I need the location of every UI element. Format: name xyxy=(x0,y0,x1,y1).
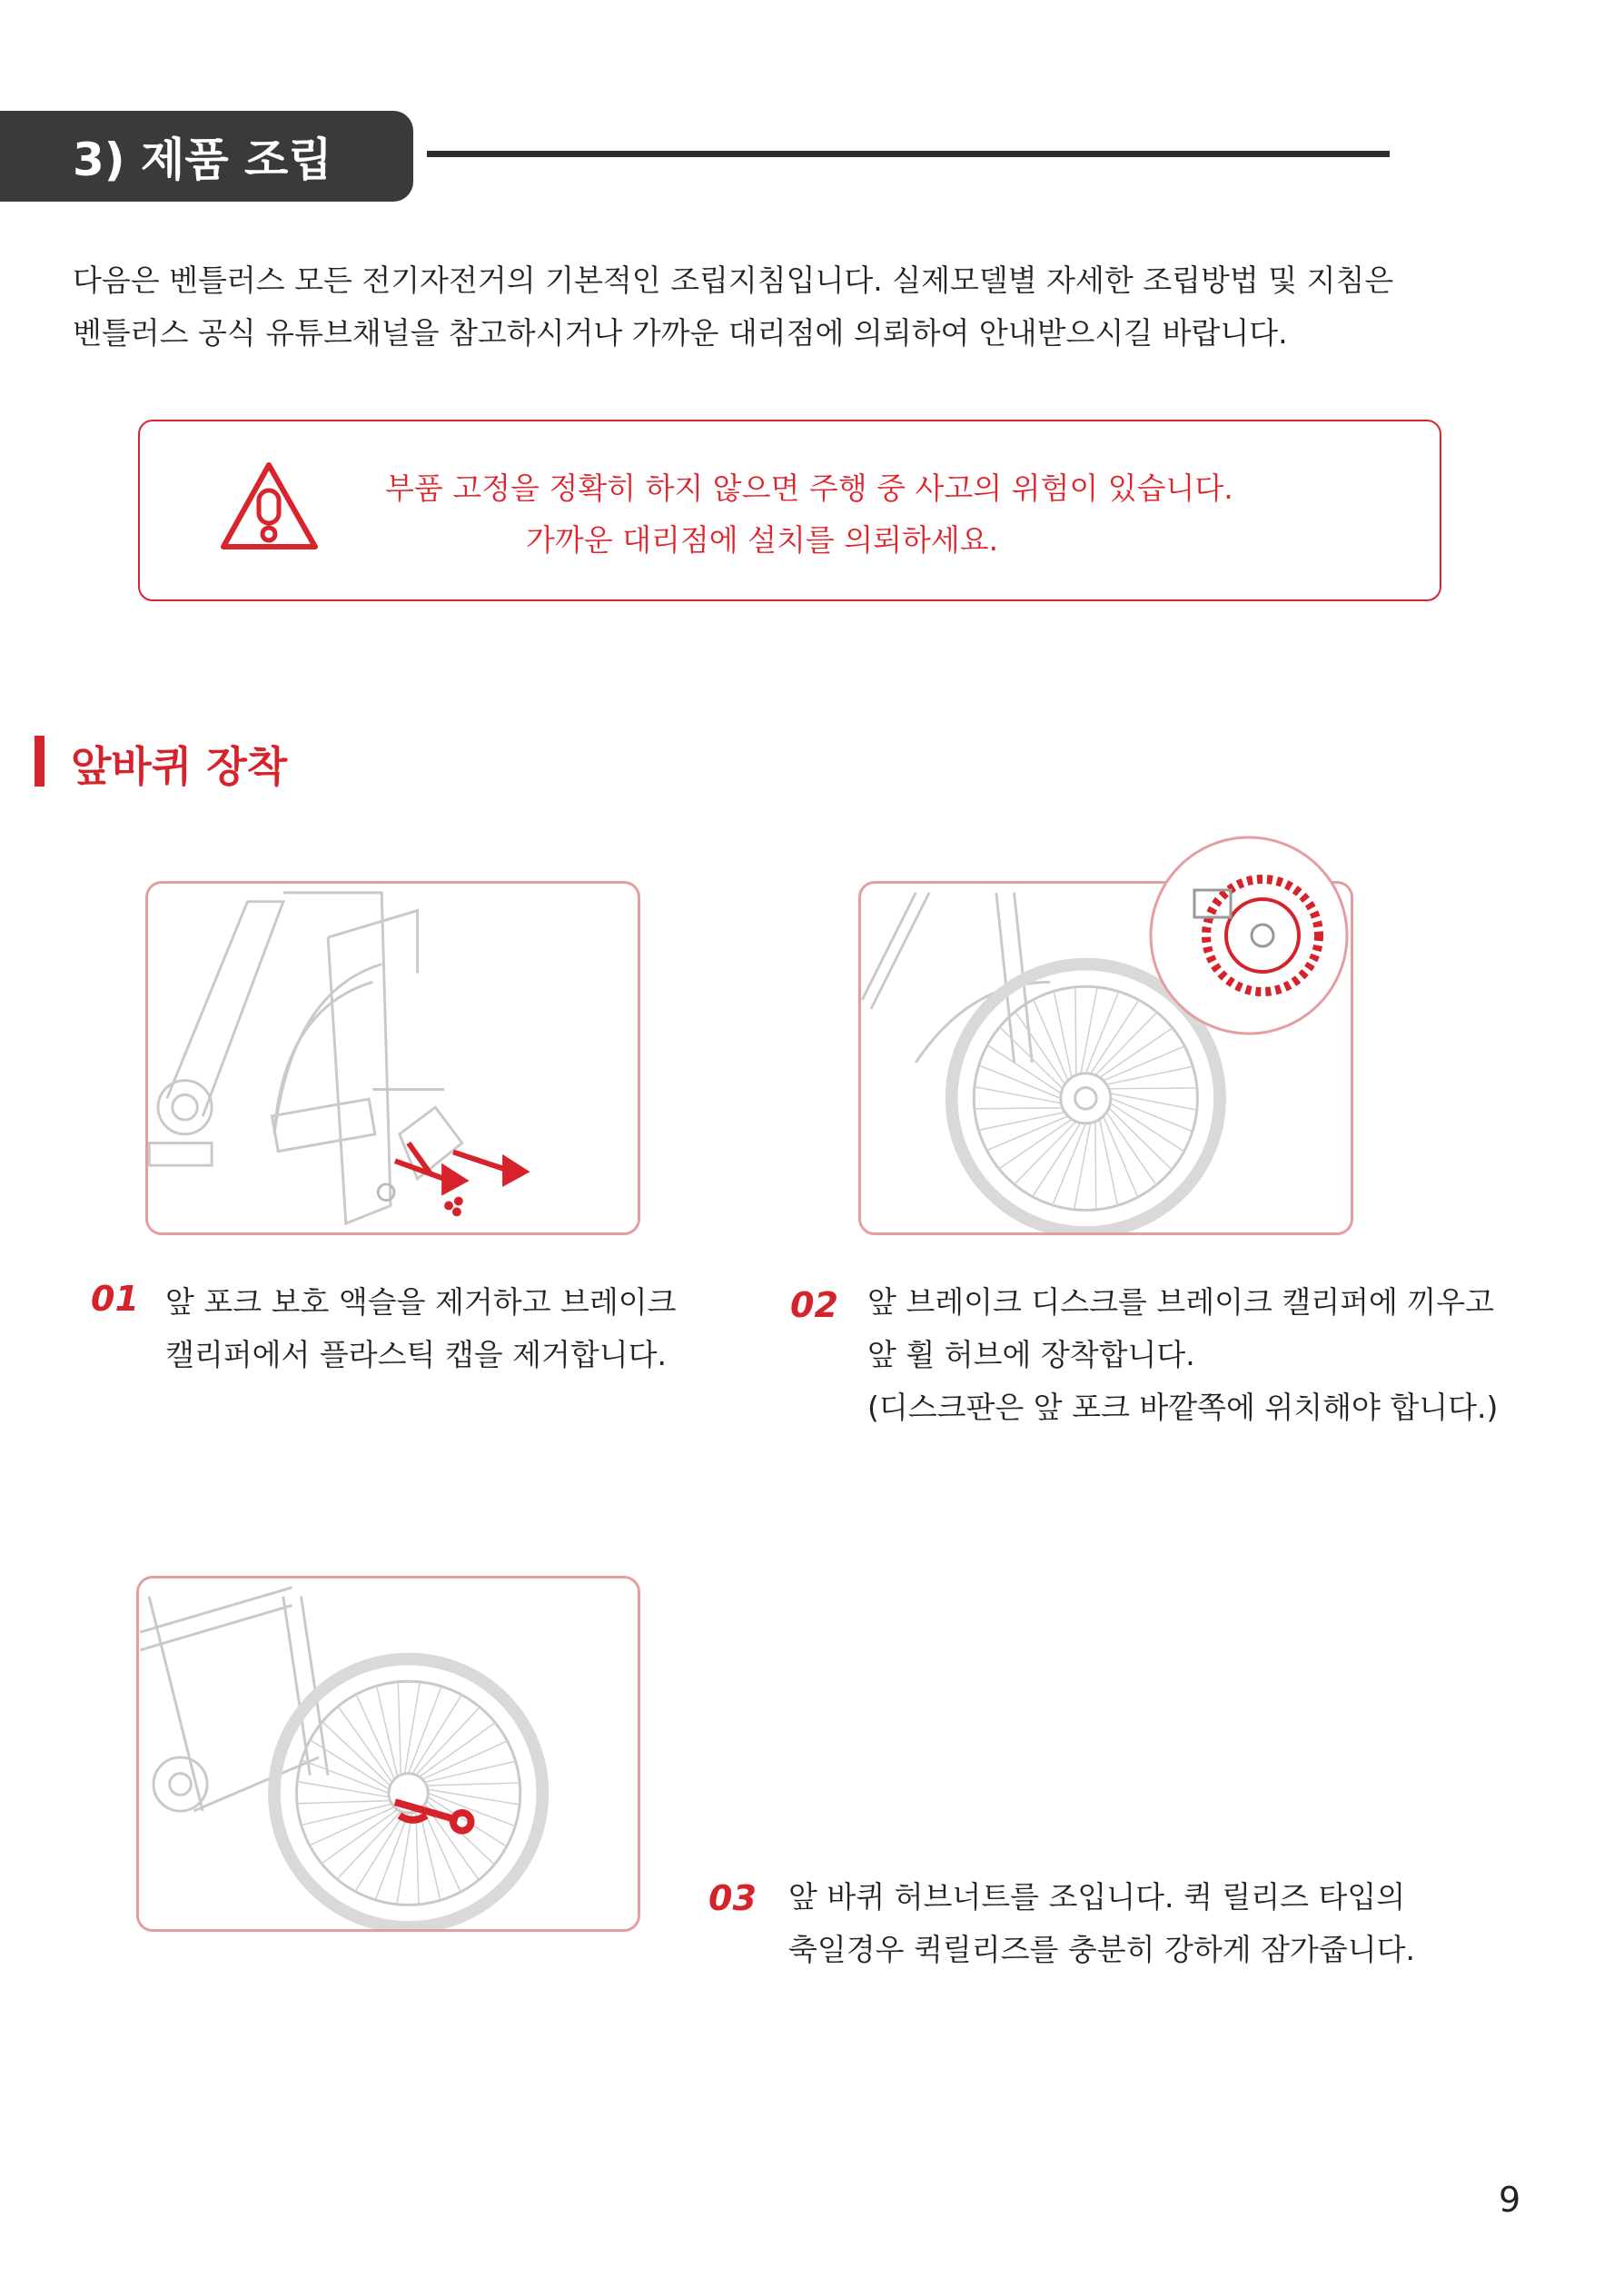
wheel-spoke xyxy=(397,1813,412,1905)
wheel-spoke xyxy=(1100,1119,1118,1205)
wheel-spoke xyxy=(979,1065,1061,1098)
wheel-spoke xyxy=(404,1682,420,1774)
intro-line-2: 벤틀러스 공식 유튜브채널을 참고하시거나 가까운 대리점에 의뢰하여 안내받으시길 바랍니다. xyxy=(73,315,1288,351)
wheel-spoke xyxy=(1015,1122,1076,1184)
step-3-line-1: 앞 바퀴 허브너트를 조입니다. 퀵 릴리즈 타입의 xyxy=(788,1879,1406,1915)
wheel-spoke xyxy=(1104,1046,1184,1081)
wheel-spoke xyxy=(1034,999,1068,1080)
step-2-line-1: 앞 브레이크 디스크를 브레이크 캘리퍼에 끼우고 xyxy=(867,1284,1495,1320)
warning-text-1: 부품 고정을 정확히 하지 않으면 주행 중 사고의 위험이 있습니다. xyxy=(385,470,1233,506)
step-number-1: 01 xyxy=(91,1279,139,1319)
wheel-spoke xyxy=(1111,1098,1193,1131)
intro-line-1: 다음은 벤틀러스 모든 전기자전거의 기본적인 조립지침입니다. 실제모델별 자세한 조립방법 및 지침은 xyxy=(73,262,1394,298)
page-number: 9 xyxy=(1499,2180,1521,2220)
section-divider xyxy=(427,151,1390,157)
warning-box xyxy=(138,420,1441,601)
wheel-spoke xyxy=(975,1108,1063,1109)
wheel-spoke xyxy=(1110,1094,1196,1110)
wheel-spoke xyxy=(1053,1123,1085,1205)
subsection-marker xyxy=(35,736,45,787)
step-text-3 xyxy=(788,1871,1415,1976)
subsection-title: 앞바퀴 장착 xyxy=(71,742,288,791)
wheel-spoke xyxy=(398,1682,401,1776)
wheel-spoke xyxy=(1015,1012,1065,1084)
wheel-spoke xyxy=(986,1116,1067,1151)
step-text-1 xyxy=(165,1276,677,1381)
brake-disc-zoom-callout xyxy=(1140,826,1358,1044)
step-1-line-2: 캘리퍼에서 플라스틱 캡을 제거합니다. xyxy=(165,1337,668,1372)
wheel-spoke xyxy=(1085,992,1118,1074)
hub-nut-tightening-illustration xyxy=(136,1576,640,1932)
warning-triangle-icon xyxy=(217,458,322,556)
wheel-spoke xyxy=(1109,1108,1172,1170)
section-title: 3) 제품 조립 xyxy=(0,111,413,202)
wheel-spoke xyxy=(987,1045,1061,1094)
intro-paragraph xyxy=(73,254,1562,360)
wheel-spoke xyxy=(1106,1066,1193,1084)
wheel-spoke xyxy=(297,1782,389,1797)
wheel-spoke xyxy=(1091,1000,1139,1074)
step-2-line-2: 앞 휠 허브에 장착합니다. xyxy=(867,1337,1195,1372)
wheel-spoke xyxy=(1095,1122,1096,1210)
wheel-spoke xyxy=(427,1783,520,1786)
wheel-spoke xyxy=(375,1813,408,1900)
step-3-line-2: 축일경우 퀵릴리즈를 충분히 강하게 잠가줍니다. xyxy=(788,1932,1416,1967)
wheel-spoke xyxy=(1109,1088,1197,1089)
wheel-spoke xyxy=(416,1811,419,1905)
wheel-spoke xyxy=(1000,1027,1063,1089)
wheel-spoke xyxy=(297,1801,391,1804)
warning-text-2: 가까운 대리점에 설치를 의뢰하세요. xyxy=(526,522,999,558)
wheel-spoke xyxy=(1104,1116,1138,1197)
wheel-spoke xyxy=(428,1789,520,1805)
wheel-spoke xyxy=(1110,1103,1183,1152)
fork-axle-removal-illustration xyxy=(145,881,640,1235)
step-text-2 xyxy=(867,1276,1498,1434)
wheel-spoke xyxy=(999,1119,1072,1169)
wheel-spoke xyxy=(1075,987,1076,1075)
wheel-spoke xyxy=(1106,1113,1156,1185)
wheel-spoke xyxy=(1033,1123,1081,1196)
wheel-spoke xyxy=(978,1113,1064,1131)
step-number-2: 02 xyxy=(790,1285,838,1325)
step-number-3: 03 xyxy=(708,1878,757,1918)
step-2-line-3: (디스크판은 앞 포크 바깥쪽에 위치해야 합니다.) xyxy=(867,1390,1499,1425)
wheel-spoke xyxy=(1081,987,1097,1074)
wheel-spoke xyxy=(1074,1123,1091,1209)
step-1-line-1: 앞 포크 보호 액슬을 제거하고 브레이크 xyxy=(165,1284,677,1320)
wheel-spoke xyxy=(1054,991,1072,1077)
wheel-spoke xyxy=(409,1687,441,1774)
wheel-spoke xyxy=(302,1760,389,1793)
wheel-spoke xyxy=(975,1087,1061,1103)
